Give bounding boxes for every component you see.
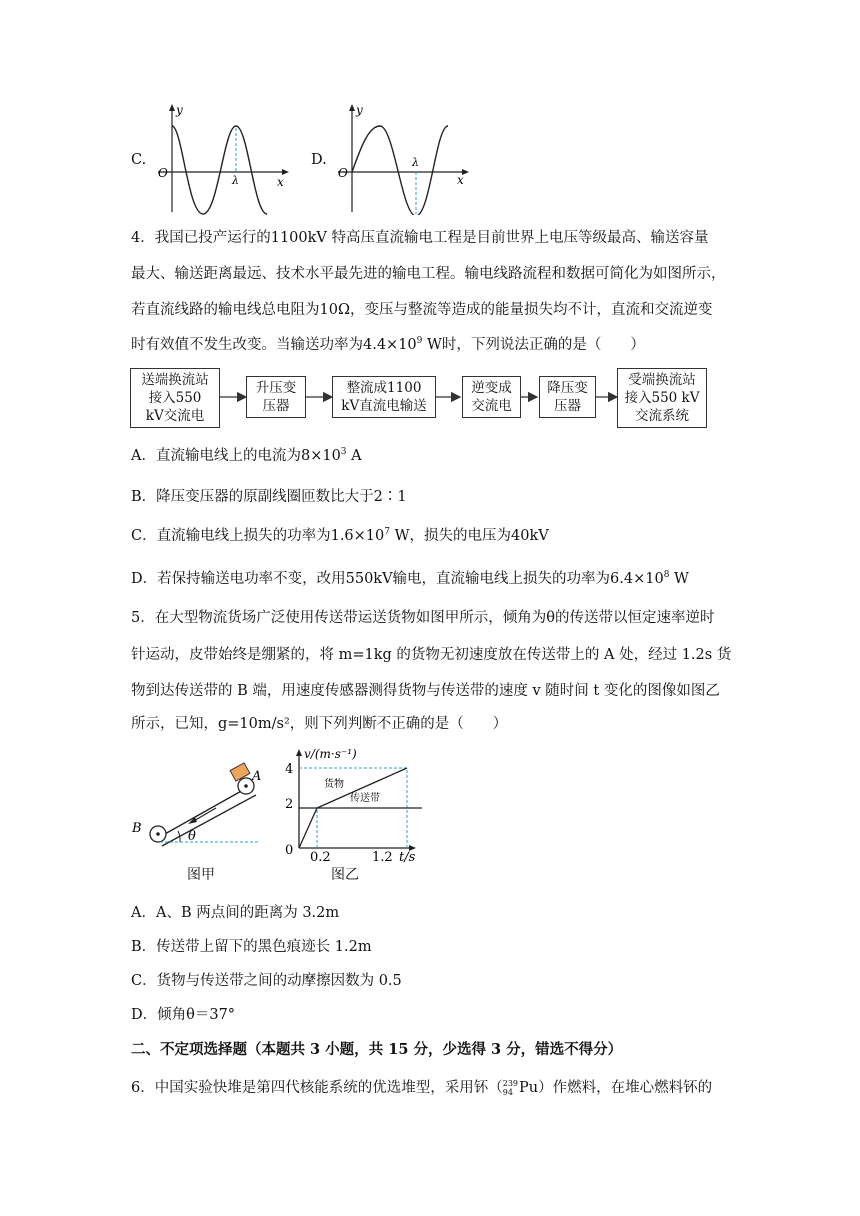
lambda-label: λ (232, 174, 239, 187)
wave-graph-c (150, 100, 290, 215)
q4-option-b: B．降压变压器的原副线圈匝数比大于2∶1 (131, 489, 407, 505)
theta-label: θ (188, 829, 196, 844)
flow-box-invert: 逆变成交流电 (462, 376, 521, 418)
q4-option-d (131, 567, 689, 588)
point-a-label: A (252, 769, 262, 784)
q4-stem-line-2: 最大、输送距离最远、技术水平最先进的输电工程。输电线路流程和数据可简化为如图所示， (131, 266, 726, 282)
origin-label: O (158, 166, 168, 180)
q5-option-c: C．货物与传送带之间的动摩擦因数为 0.5 (131, 973, 402, 989)
q5-stem-line-2: 针运动，皮带始终是绷紧的，将 m=1kg 的货物无初速度放在传送带上的 A 处，经过 1.2s 货 (131, 647, 732, 663)
option-c-label: C. (131, 152, 147, 168)
q4-stem-line-4 (131, 333, 645, 354)
pu-nuclide-numbers (503, 1079, 518, 1097)
tick-x-0-2: 0.2 (310, 850, 331, 863)
series-label-goods: 货物 (324, 779, 344, 790)
q4-option-a-text: A．直流输电线上的电流为8×10 (131, 448, 341, 464)
q4-stem-text-end: W时，下列说法正确的是（ ） (422, 337, 645, 353)
flow-box-step-up: 升压变压器 (246, 376, 306, 418)
tick-y-2: 2 (285, 797, 294, 812)
q4-option-d-text: D．若保持输送电功率不变，改用550kV输电，直流输电线上损失的功率为6.4×10 (131, 571, 664, 587)
option-d-label: D. (311, 152, 327, 168)
tick-origin: 0 (285, 843, 294, 858)
q5-stem-line-4: 所示，已知，g=10m/s²，则下列判断不正确的是（ ） (131, 716, 508, 732)
q4-option-d-unit: W (669, 571, 689, 587)
q5-stem-line-1: 5．在大型物流货场广泛使用传送带运送货物如图甲所示，倾角为θ的传送带以恒定速率逆时 (131, 610, 715, 626)
graph-x-label: t/s (399, 850, 416, 863)
q4-option-c-exp: 7 (384, 527, 390, 538)
q6-stem (131, 1076, 712, 1097)
q5-option-a: A．A、B 两点间的距离为 3.2m (131, 905, 340, 921)
x-axis-label: x (457, 173, 464, 187)
q4-option-a-unit: A (346, 448, 362, 464)
series-label-belt: 传送带 (350, 793, 380, 804)
tick-x-1-2: 1.2 (372, 850, 393, 863)
flow-box-step-down: 降压变压器 (539, 376, 596, 418)
q6-stem-text: 6．中国实验快堆是第四代核能系统的优选堆型，采用钚（ (131, 1080, 503, 1096)
tick-y-4: 4 (285, 762, 294, 777)
q4-stem-exp: 9 (416, 336, 423, 347)
y-axis-label: y (356, 103, 363, 117)
lambda-label: λ (412, 156, 419, 169)
q6-stem-text-end: ）作燃料，在堆心燃料钚的 (538, 1080, 713, 1096)
q4-option-d-exp: 8 (663, 570, 670, 581)
q4-option-c-text: C．直流输电线上损失的功率为1.6×10 (131, 528, 385, 544)
figure-b-caption: 图乙 (331, 867, 359, 883)
vt-graph (282, 745, 422, 863)
pu-mass-number: 239 (502, 1079, 519, 1088)
q4-option-c-unit: W，损失的电压为40kV (390, 528, 549, 544)
q4-option-a (131, 444, 362, 465)
x-axis-label: x (277, 175, 284, 189)
flow-box-rectify: 整流成1100 kV直流电输送 (332, 376, 436, 418)
flow-box-sending-station: 送端换流站接入550 kV交流电 (130, 368, 220, 428)
q4-option-a-exp: 3 (340, 447, 347, 458)
q5-stem-line-3: 物到达传送带的 B 端，用速度传感器测得货物与传送带的速度 v 随时间 t 变化的图像如图乙 (131, 683, 720, 699)
q5-option-d: D．倾角θ＝37° (131, 1007, 236, 1023)
origin-label: O (338, 166, 348, 180)
section-2-title: 二、不定项选择题（本题共 3 小题，共 15 分，少选得 3 分，错选不得分） (131, 1041, 623, 1058)
flow-box-receiving-station: 受端换流站接入550 kV交流系统 (617, 368, 707, 428)
y-axis-label: y (176, 103, 183, 117)
pu-atomic-number: 94 (502, 1088, 513, 1097)
q5-option-b: B．传送带上留下的黑色痕迹长 1.2m (131, 939, 372, 955)
q4-stem-line-3: 若直流线路的输电线总电阻为10Ω，变压与整流等造成的能量损失均不计，直流和交流逆变 (131, 302, 713, 318)
pu-symbol: Pu (519, 1080, 539, 1096)
q4-option-c (131, 524, 549, 545)
point-b-label: B (132, 821, 142, 836)
wave-graph-d (330, 100, 470, 215)
q4-stem-text: 时有效值不发生改变。当输送功率为4.4×10 (131, 337, 417, 353)
graph-y-label: v/(m·s⁻¹) (304, 747, 357, 761)
figure-a-caption: 图甲 (187, 867, 215, 883)
q4-stem-line-1: 4．我国已投产运行的1100kV 特高压直流输电工程是目前世界上电压等级最高、输送容量 (131, 230, 709, 246)
